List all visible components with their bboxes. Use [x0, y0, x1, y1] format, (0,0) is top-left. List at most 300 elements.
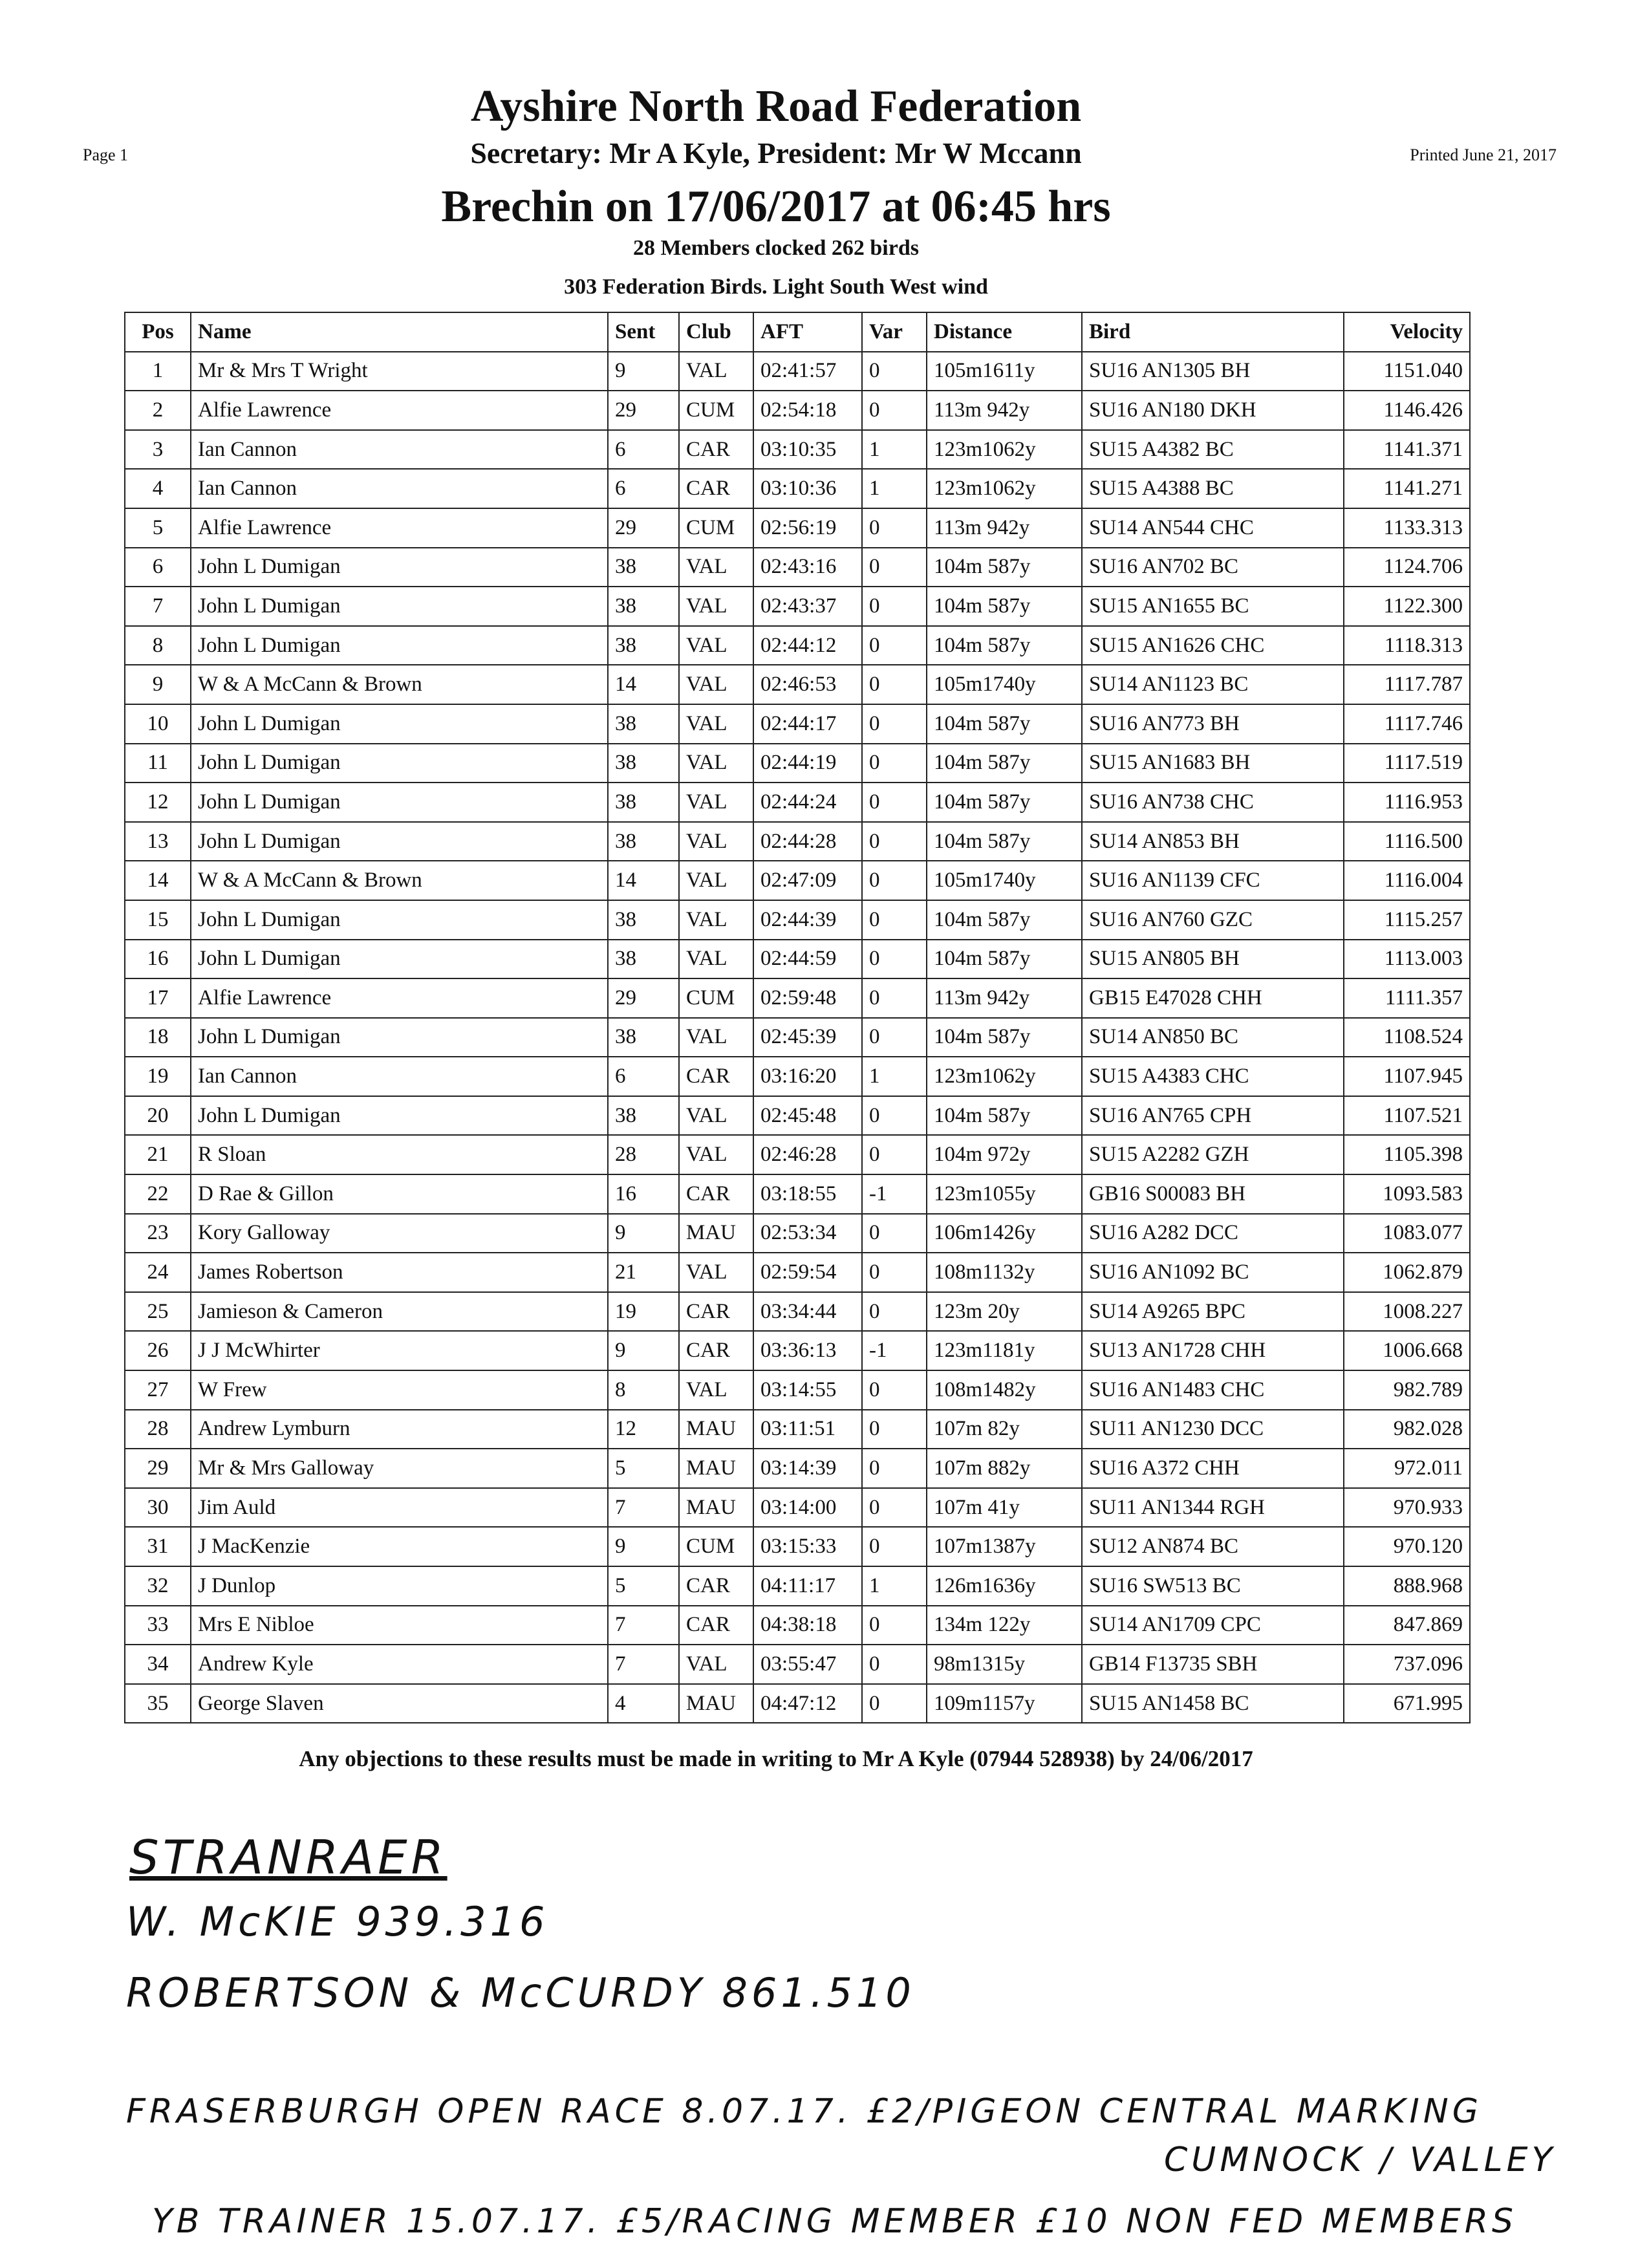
cell-name: John L Dumigan — [191, 548, 608, 587]
cell-distance: 105m1611y — [927, 352, 1082, 391]
cell-pos: 28 — [125, 1410, 191, 1449]
cell-name: Ian Cannon — [191, 430, 608, 470]
cell-velocity: 1116.004 — [1344, 861, 1470, 900]
cell-bird: SU15 A2282 GZH — [1082, 1135, 1344, 1174]
cell-var: 0 — [862, 1253, 927, 1292]
cell-pos: 12 — [125, 783, 191, 822]
cell-name: Jim Auld — [191, 1488, 608, 1528]
cell-sent: 5 — [608, 1566, 679, 1606]
cell-distance: 109m1157y — [927, 1684, 1082, 1723]
cell-pos: 23 — [125, 1214, 191, 1253]
table-row — [125, 665, 1470, 704]
cell-club: CAR — [679, 1566, 753, 1606]
cell-pos: 33 — [125, 1606, 191, 1645]
cell-bird: GB14 F13735 SBH — [1082, 1645, 1344, 1684]
cell-velocity: 888.968 — [1344, 1566, 1470, 1606]
cell-club: VAL — [679, 1018, 753, 1057]
cell-sent: 19 — [608, 1292, 679, 1332]
cell-club: VAL — [679, 352, 753, 391]
cell-sent: 4 — [608, 1684, 679, 1723]
table-row — [125, 1684, 1470, 1723]
cell-var: 0 — [862, 508, 927, 548]
col-header-name: Name — [191, 312, 608, 352]
cell-distance: 104m 587y — [927, 822, 1082, 861]
cell-pos: 18 — [125, 1018, 191, 1057]
table-row — [125, 1174, 1470, 1214]
cell-club: CAR — [679, 1174, 753, 1214]
cell-var: 0 — [862, 1410, 927, 1449]
cell-velocity: 1062.879 — [1344, 1253, 1470, 1292]
cell-bird: SU16 AN180 DKH — [1082, 391, 1344, 430]
cell-aft: 03:16:20 — [753, 1057, 862, 1096]
cell-club: VAL — [679, 1253, 753, 1292]
cell-distance: 113m 942y — [927, 391, 1082, 430]
cell-distance: 105m1740y — [927, 861, 1082, 900]
table-row — [125, 352, 1470, 391]
cell-pos: 3 — [125, 430, 191, 470]
table-row — [125, 940, 1470, 979]
cell-var: 0 — [862, 704, 927, 744]
cell-distance: 107m 41y — [927, 1488, 1082, 1528]
cell-velocity: 1141.271 — [1344, 469, 1470, 508]
cell-aft: 02:56:19 — [753, 508, 862, 548]
cell-distance: 126m1636y — [927, 1566, 1082, 1606]
cell-aft: 03:14:39 — [753, 1449, 862, 1488]
table-row — [125, 1488, 1470, 1528]
cell-var: 0 — [862, 587, 927, 626]
cell-var: 0 — [862, 1018, 927, 1057]
table-row — [125, 978, 1470, 1018]
cell-velocity: 970.933 — [1344, 1488, 1470, 1528]
table-row — [125, 1135, 1470, 1174]
cell-sent: 38 — [608, 940, 679, 979]
cell-bird: SU16 AN773 BH — [1082, 704, 1344, 744]
col-header-aft: AFT — [753, 312, 862, 352]
table-header-row — [125, 312, 1470, 352]
cell-distance: 123m1062y — [927, 469, 1082, 508]
cell-bird: SU14 AN850 BC — [1082, 1018, 1344, 1057]
cell-name: W Frew — [191, 1370, 608, 1410]
cell-var: 1 — [862, 469, 927, 508]
cell-bird: SU14 AN1123 BC — [1082, 665, 1344, 704]
table-row — [125, 1410, 1470, 1449]
table-row — [125, 1292, 1470, 1332]
cell-pos: 25 — [125, 1292, 191, 1332]
cell-sent: 38 — [608, 704, 679, 744]
cell-pos: 24 — [125, 1253, 191, 1292]
cell-club: VAL — [679, 665, 753, 704]
cell-name: Alfie Lawrence — [191, 391, 608, 430]
cell-bird: SU16 AN1139 CFC — [1082, 861, 1344, 900]
cell-club: VAL — [679, 548, 753, 587]
cell-var: 0 — [862, 1488, 927, 1528]
table-row — [125, 861, 1470, 900]
cell-bird: SU13 AN1728 CHH — [1082, 1331, 1344, 1370]
cell-pos: 11 — [125, 744, 191, 783]
cell-bird: GB15 E47028 CHH — [1082, 978, 1344, 1018]
table-row — [125, 1214, 1470, 1253]
cell-var: 1 — [862, 430, 927, 470]
cell-bird: SU16 AN1483 CHC — [1082, 1370, 1344, 1410]
cell-aft: 03:14:00 — [753, 1488, 862, 1528]
cell-aft: 02:53:34 — [753, 1214, 862, 1253]
cell-name: Mr & Mrs T Wright — [191, 352, 608, 391]
handwritten-yb-trainer: YB TRAINER 15.07.17. £5/RACING MEMBER £10 NON FED MEMBERS — [152, 2202, 1517, 2241]
cell-club: CAR — [679, 1292, 753, 1332]
handwritten-mckie: W. McKIE 939.316 — [126, 1898, 549, 1945]
cell-distance: 105m1740y — [927, 665, 1082, 704]
cell-var: 0 — [862, 940, 927, 979]
cell-var: 0 — [862, 1135, 927, 1174]
cell-velocity: 1133.313 — [1344, 508, 1470, 548]
cell-bird: SU15 A4383 CHC — [1082, 1057, 1344, 1096]
col-header-velocity: Velocity — [1344, 312, 1470, 352]
cell-aft: 02:44:19 — [753, 744, 862, 783]
cell-pos: 17 — [125, 978, 191, 1018]
cell-velocity: 1117.519 — [1344, 744, 1470, 783]
federation-birds-summary: 303 Federation Birds. Light South West wind — [564, 275, 988, 299]
cell-sent: 21 — [608, 1253, 679, 1292]
cell-aft: 02:47:09 — [753, 861, 862, 900]
cell-var: 0 — [862, 822, 927, 861]
cell-bird: SU15 AN1458 BC — [1082, 1684, 1344, 1723]
cell-aft: 02:44:28 — [753, 822, 862, 861]
table-row — [125, 822, 1470, 861]
cell-club: MAU — [679, 1488, 753, 1528]
cell-aft: 02:41:57 — [753, 352, 862, 391]
cell-pos: 27 — [125, 1370, 191, 1410]
cell-velocity: 1118.313 — [1344, 626, 1470, 665]
cell-sent: 14 — [608, 665, 679, 704]
cell-sent: 9 — [608, 1214, 679, 1253]
cell-pos: 32 — [125, 1566, 191, 1606]
cell-club: CUM — [679, 391, 753, 430]
cell-velocity: 982.789 — [1344, 1370, 1470, 1410]
cell-velocity: 1122.300 — [1344, 587, 1470, 626]
cell-var: 0 — [862, 861, 927, 900]
cell-name: John L Dumigan — [191, 822, 608, 861]
federation-title: Ayshire North Road Federation — [470, 81, 1082, 131]
table-row — [125, 1253, 1470, 1292]
cell-aft: 03:10:36 — [753, 469, 862, 508]
cell-distance: 104m 587y — [927, 626, 1082, 665]
cell-aft: 04:38:18 — [753, 1606, 862, 1645]
clocked-summary: 28 Members clocked 262 birds — [633, 236, 919, 260]
cell-sent: 9 — [608, 352, 679, 391]
cell-var: 0 — [862, 1606, 927, 1645]
cell-sent: 6 — [608, 430, 679, 470]
cell-velocity: 1107.945 — [1344, 1057, 1470, 1096]
cell-name: John L Dumigan — [191, 744, 608, 783]
cell-club: VAL — [679, 822, 753, 861]
cell-sent: 9 — [608, 1527, 679, 1566]
cell-aft: 03:14:55 — [753, 1370, 862, 1410]
cell-aft: 02:59:54 — [753, 1253, 862, 1292]
cell-sent: 7 — [608, 1606, 679, 1645]
cell-var: 0 — [862, 352, 927, 391]
cell-club: MAU — [679, 1449, 753, 1488]
cell-velocity: 1151.040 — [1344, 352, 1470, 391]
cell-name: Ian Cannon — [191, 1057, 608, 1096]
cell-sent: 16 — [608, 1174, 679, 1214]
cell-name: James Robertson — [191, 1253, 608, 1292]
table-row — [125, 704, 1470, 744]
cell-bird: SU16 A372 CHH — [1082, 1449, 1344, 1488]
table-row — [125, 1449, 1470, 1488]
cell-distance: 104m 587y — [927, 900, 1082, 940]
cell-distance: 107m 882y — [927, 1449, 1082, 1488]
cell-pos: 21 — [125, 1135, 191, 1174]
table-row — [125, 587, 1470, 626]
cell-pos: 22 — [125, 1174, 191, 1214]
cell-club: CAR — [679, 430, 753, 470]
cell-velocity: 1117.746 — [1344, 704, 1470, 744]
cell-aft: 04:11:17 — [753, 1566, 862, 1606]
cell-distance: 104m 587y — [927, 1018, 1082, 1057]
cell-pos: 7 — [125, 587, 191, 626]
cell-var: 0 — [862, 1527, 927, 1566]
cell-club: VAL — [679, 626, 753, 665]
cell-club: VAL — [679, 1370, 753, 1410]
cell-pos: 10 — [125, 704, 191, 744]
table-row — [125, 1331, 1470, 1370]
cell-sent: 14 — [608, 861, 679, 900]
table-row — [125, 744, 1470, 783]
cell-distance: 104m 587y — [927, 548, 1082, 587]
cell-club: CUM — [679, 1527, 753, 1566]
cell-var: 0 — [862, 783, 927, 822]
cell-sent: 6 — [608, 469, 679, 508]
cell-pos: 13 — [125, 822, 191, 861]
officers-subtitle: Secretary: Mr A Kyle, President: Mr W Mccann — [470, 136, 1082, 169]
cell-distance: 107m1387y — [927, 1527, 1082, 1566]
cell-var: 0 — [862, 1292, 927, 1332]
cell-pos: 9 — [125, 665, 191, 704]
cell-velocity: 1093.583 — [1344, 1174, 1470, 1214]
cell-sent: 38 — [608, 900, 679, 940]
race-heading: Brechin on 17/06/2017 at 06:45 hrs — [441, 182, 1111, 232]
cell-name: J Dunlop — [191, 1566, 608, 1606]
cell-pos: 31 — [125, 1527, 191, 1566]
cell-var: 0 — [862, 391, 927, 430]
cell-distance: 104m 587y — [927, 783, 1082, 822]
cell-distance: 123m 20y — [927, 1292, 1082, 1332]
cell-club: MAU — [679, 1410, 753, 1449]
cell-aft: 02:44:39 — [753, 900, 862, 940]
cell-pos: 6 — [125, 548, 191, 587]
page-number: Page 1 — [83, 146, 129, 164]
cell-pos: 5 — [125, 508, 191, 548]
cell-club: CAR — [679, 1331, 753, 1370]
cell-distance: 104m 587y — [927, 1096, 1082, 1136]
cell-velocity: 1113.003 — [1344, 940, 1470, 979]
cell-sent: 38 — [608, 548, 679, 587]
cell-sent: 7 — [608, 1488, 679, 1528]
table-row — [125, 1370, 1470, 1410]
cell-aft: 03:55:47 — [753, 1645, 862, 1684]
cell-aft: 03:11:51 — [753, 1410, 862, 1449]
cell-name: Mr & Mrs Galloway — [191, 1449, 608, 1488]
cell-sent: 38 — [608, 783, 679, 822]
cell-name: George Slaven — [191, 1684, 608, 1723]
cell-club: VAL — [679, 1135, 753, 1174]
cell-var: 0 — [862, 1370, 927, 1410]
cell-distance: 104m 587y — [927, 587, 1082, 626]
col-header-bird: Bird — [1082, 312, 1344, 352]
cell-name: D Rae & Gillon — [191, 1174, 608, 1214]
cell-sent: 7 — [608, 1645, 679, 1684]
cell-name: John L Dumigan — [191, 626, 608, 665]
cell-club: VAL — [679, 704, 753, 744]
col-header-pos: Pos — [125, 312, 191, 352]
cell-name: Andrew Lymburn — [191, 1410, 608, 1449]
cell-sent: 38 — [608, 587, 679, 626]
cell-velocity: 1116.500 — [1344, 822, 1470, 861]
cell-bird: SU15 A4388 BC — [1082, 469, 1344, 508]
table-row — [125, 430, 1470, 470]
cell-club: CAR — [679, 469, 753, 508]
table-row — [125, 548, 1470, 587]
cell-aft: 03:36:13 — [753, 1331, 862, 1370]
cell-bird: SU14 AN544 CHC — [1082, 508, 1344, 548]
cell-pos: 15 — [125, 900, 191, 940]
cell-velocity: 970.120 — [1344, 1527, 1470, 1566]
cell-velocity: 1124.706 — [1344, 548, 1470, 587]
cell-var: 0 — [862, 1096, 927, 1136]
cell-velocity: 737.096 — [1344, 1645, 1470, 1684]
col-header-distance: Distance — [927, 312, 1082, 352]
cell-name: John L Dumigan — [191, 940, 608, 979]
cell-aft: 02:46:53 — [753, 665, 862, 704]
table-row — [125, 508, 1470, 548]
cell-bird: SU14 AN1709 CPC — [1082, 1606, 1344, 1645]
cell-var: 0 — [862, 626, 927, 665]
cell-bird: SU15 AN805 BH — [1082, 940, 1344, 979]
cell-velocity: 1117.787 — [1344, 665, 1470, 704]
cell-club: VAL — [679, 861, 753, 900]
cell-pos: 26 — [125, 1331, 191, 1370]
cell-distance: 113m 942y — [927, 978, 1082, 1018]
cell-name: Mrs E Nibloe — [191, 1606, 608, 1645]
cell-sent: 38 — [608, 822, 679, 861]
cell-velocity: 1105.398 — [1344, 1135, 1470, 1174]
cell-aft: 04:47:12 — [753, 1684, 862, 1723]
cell-bird: SU16 AN702 BC — [1082, 548, 1344, 587]
cell-aft: 02:43:37 — [753, 587, 862, 626]
col-header-var: Var — [862, 312, 927, 352]
cell-pos: 8 — [125, 626, 191, 665]
cell-var: 0 — [862, 978, 927, 1018]
cell-sent: 29 — [608, 978, 679, 1018]
cell-var: -1 — [862, 1174, 927, 1214]
cell-aft: 02:46:28 — [753, 1135, 862, 1174]
cell-name: Alfie Lawrence — [191, 978, 608, 1018]
cell-velocity: 1083.077 — [1344, 1214, 1470, 1253]
cell-sent: 28 — [608, 1135, 679, 1174]
cell-name: John L Dumigan — [191, 704, 608, 744]
cell-velocity: 1146.426 — [1344, 391, 1470, 430]
cell-velocity: 1008.227 — [1344, 1292, 1470, 1332]
cell-name: John L Dumigan — [191, 900, 608, 940]
cell-bird: SU16 AN765 CPH — [1082, 1096, 1344, 1136]
cell-club: VAL — [679, 1096, 753, 1136]
table-row — [125, 469, 1470, 508]
cell-club: MAU — [679, 1684, 753, 1723]
cell-var: 0 — [862, 900, 927, 940]
cell-bird: SU14 A9265 BPC — [1082, 1292, 1344, 1332]
cell-club: VAL — [679, 744, 753, 783]
cell-name: Ian Cannon — [191, 469, 608, 508]
cell-sent: 29 — [608, 391, 679, 430]
cell-velocity: 1111.357 — [1344, 978, 1470, 1018]
cell-bird: SU12 AN874 BC — [1082, 1527, 1344, 1566]
cell-club: CAR — [679, 1057, 753, 1096]
table-row — [125, 1527, 1470, 1566]
cell-name: W & A McCann & Brown — [191, 665, 608, 704]
cell-pos: 19 — [125, 1057, 191, 1096]
handwritten-fraserburgh: FRASERBURGH OPEN RACE 8.07.17. £2/PIGEON CENTRAL MARKING — [126, 2092, 1483, 2131]
cell-var: 0 — [862, 1645, 927, 1684]
cell-name: Kory Galloway — [191, 1214, 608, 1253]
cell-velocity: 847.869 — [1344, 1606, 1470, 1645]
cell-velocity: 1108.524 — [1344, 1018, 1470, 1057]
cell-aft: 02:59:48 — [753, 978, 862, 1018]
cell-bird: SU15 AN1683 BH — [1082, 744, 1344, 783]
table-row — [125, 1566, 1470, 1606]
table-row — [125, 1645, 1470, 1684]
cell-aft: 03:15:33 — [753, 1527, 862, 1566]
cell-club: VAL — [679, 587, 753, 626]
cell-aft: 02:54:18 — [753, 391, 862, 430]
col-header-club: Club — [679, 312, 753, 352]
cell-name: John L Dumigan — [191, 783, 608, 822]
cell-club: CUM — [679, 508, 753, 548]
table-row — [125, 1018, 1470, 1057]
table-row — [125, 1096, 1470, 1136]
cell-distance: 123m1181y — [927, 1331, 1082, 1370]
cell-aft: 02:44:59 — [753, 940, 862, 979]
table-row — [125, 1606, 1470, 1645]
objection-notice: Any objections to these results must be made in writing to Mr A Kyle (07944 528938) by 24/06/2017 — [299, 1746, 1253, 1771]
cell-pos: 29 — [125, 1449, 191, 1488]
cell-distance: 108m1482y — [927, 1370, 1082, 1410]
cell-velocity: 1141.371 — [1344, 430, 1470, 470]
cell-velocity: 671.995 — [1344, 1684, 1470, 1723]
cell-distance: 104m 587y — [927, 940, 1082, 979]
cell-sent: 5 — [608, 1449, 679, 1488]
cell-aft: 02:45:39 — [753, 1018, 862, 1057]
cell-name: John L Dumigan — [191, 1018, 608, 1057]
cell-distance: 104m 587y — [927, 744, 1082, 783]
printed-date: Printed June 21, 2017 — [1410, 146, 1557, 164]
cell-sent: 6 — [608, 1057, 679, 1096]
cell-distance: 108m1132y — [927, 1253, 1082, 1292]
cell-sent: 9 — [608, 1331, 679, 1370]
cell-var: 0 — [862, 548, 927, 587]
cell-pos: 4 — [125, 469, 191, 508]
cell-var: 0 — [862, 1684, 927, 1723]
cell-var: -1 — [862, 1331, 927, 1370]
cell-velocity: 972.011 — [1344, 1449, 1470, 1488]
cell-name: J MacKenzie — [191, 1527, 608, 1566]
cell-pos: 2 — [125, 391, 191, 430]
cell-club: VAL — [679, 1645, 753, 1684]
cell-sent: 12 — [608, 1410, 679, 1449]
cell-bird: SU15 AN1655 BC — [1082, 587, 1344, 626]
cell-pos: 35 — [125, 1684, 191, 1723]
cell-aft: 03:34:44 — [753, 1292, 862, 1332]
col-header-sent: Sent — [608, 312, 679, 352]
